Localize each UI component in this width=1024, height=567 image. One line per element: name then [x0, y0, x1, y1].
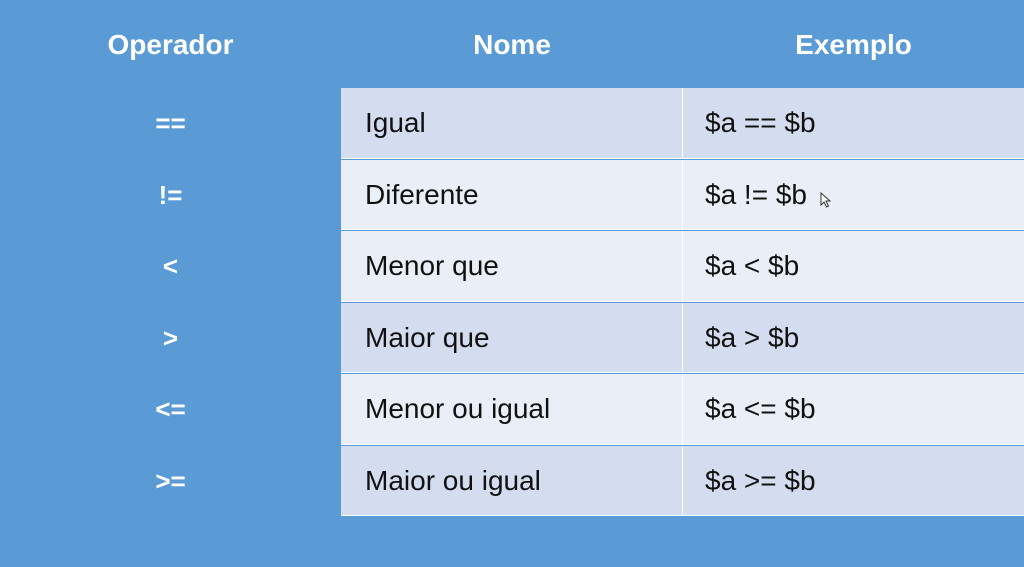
- operator-cell: !=: [158, 179, 183, 210]
- header-operador: Operador: [107, 29, 234, 60]
- table-row: [0, 374, 1024, 446]
- name-cell: Maior que: [341, 303, 683, 374]
- example-cell: $a < $b: [683, 231, 1024, 302]
- header-exemplo: Exemplo: [795, 29, 912, 60]
- name-cell: Igual: [341, 88, 683, 159]
- example-cell: $a >= $b: [683, 446, 1024, 517]
- example-cell: $a == $b: [683, 88, 1024, 159]
- table-row: [0, 160, 1024, 232]
- name-cell: Menor ou igual: [341, 374, 683, 445]
- table-row: [0, 88, 1024, 160]
- mouse-cursor-icon: [820, 192, 832, 208]
- operator-cell: ==: [155, 108, 186, 138]
- comparison-operators-table: [0, 88, 1024, 517]
- header-nome: Nome: [473, 29, 551, 60]
- name-cell: Menor que: [341, 231, 683, 302]
- operator-cell: <: [162, 251, 179, 281]
- operator-cell: >=: [155, 465, 186, 496]
- table-row: [0, 231, 1024, 303]
- operator-cell: >: [162, 322, 179, 353]
- table-row: [0, 303, 1024, 375]
- operator-cell: <=: [155, 394, 186, 424]
- table-header: [0, 22, 1024, 68]
- example-cell: $a != $b: [683, 160, 1024, 231]
- table-row: [0, 446, 1024, 518]
- example-cell: $a > $b: [683, 303, 1024, 374]
- name-cell: Maior ou igual: [341, 446, 683, 517]
- name-cell: Diferente: [341, 160, 683, 231]
- example-cell: $a <= $b: [683, 374, 1024, 445]
